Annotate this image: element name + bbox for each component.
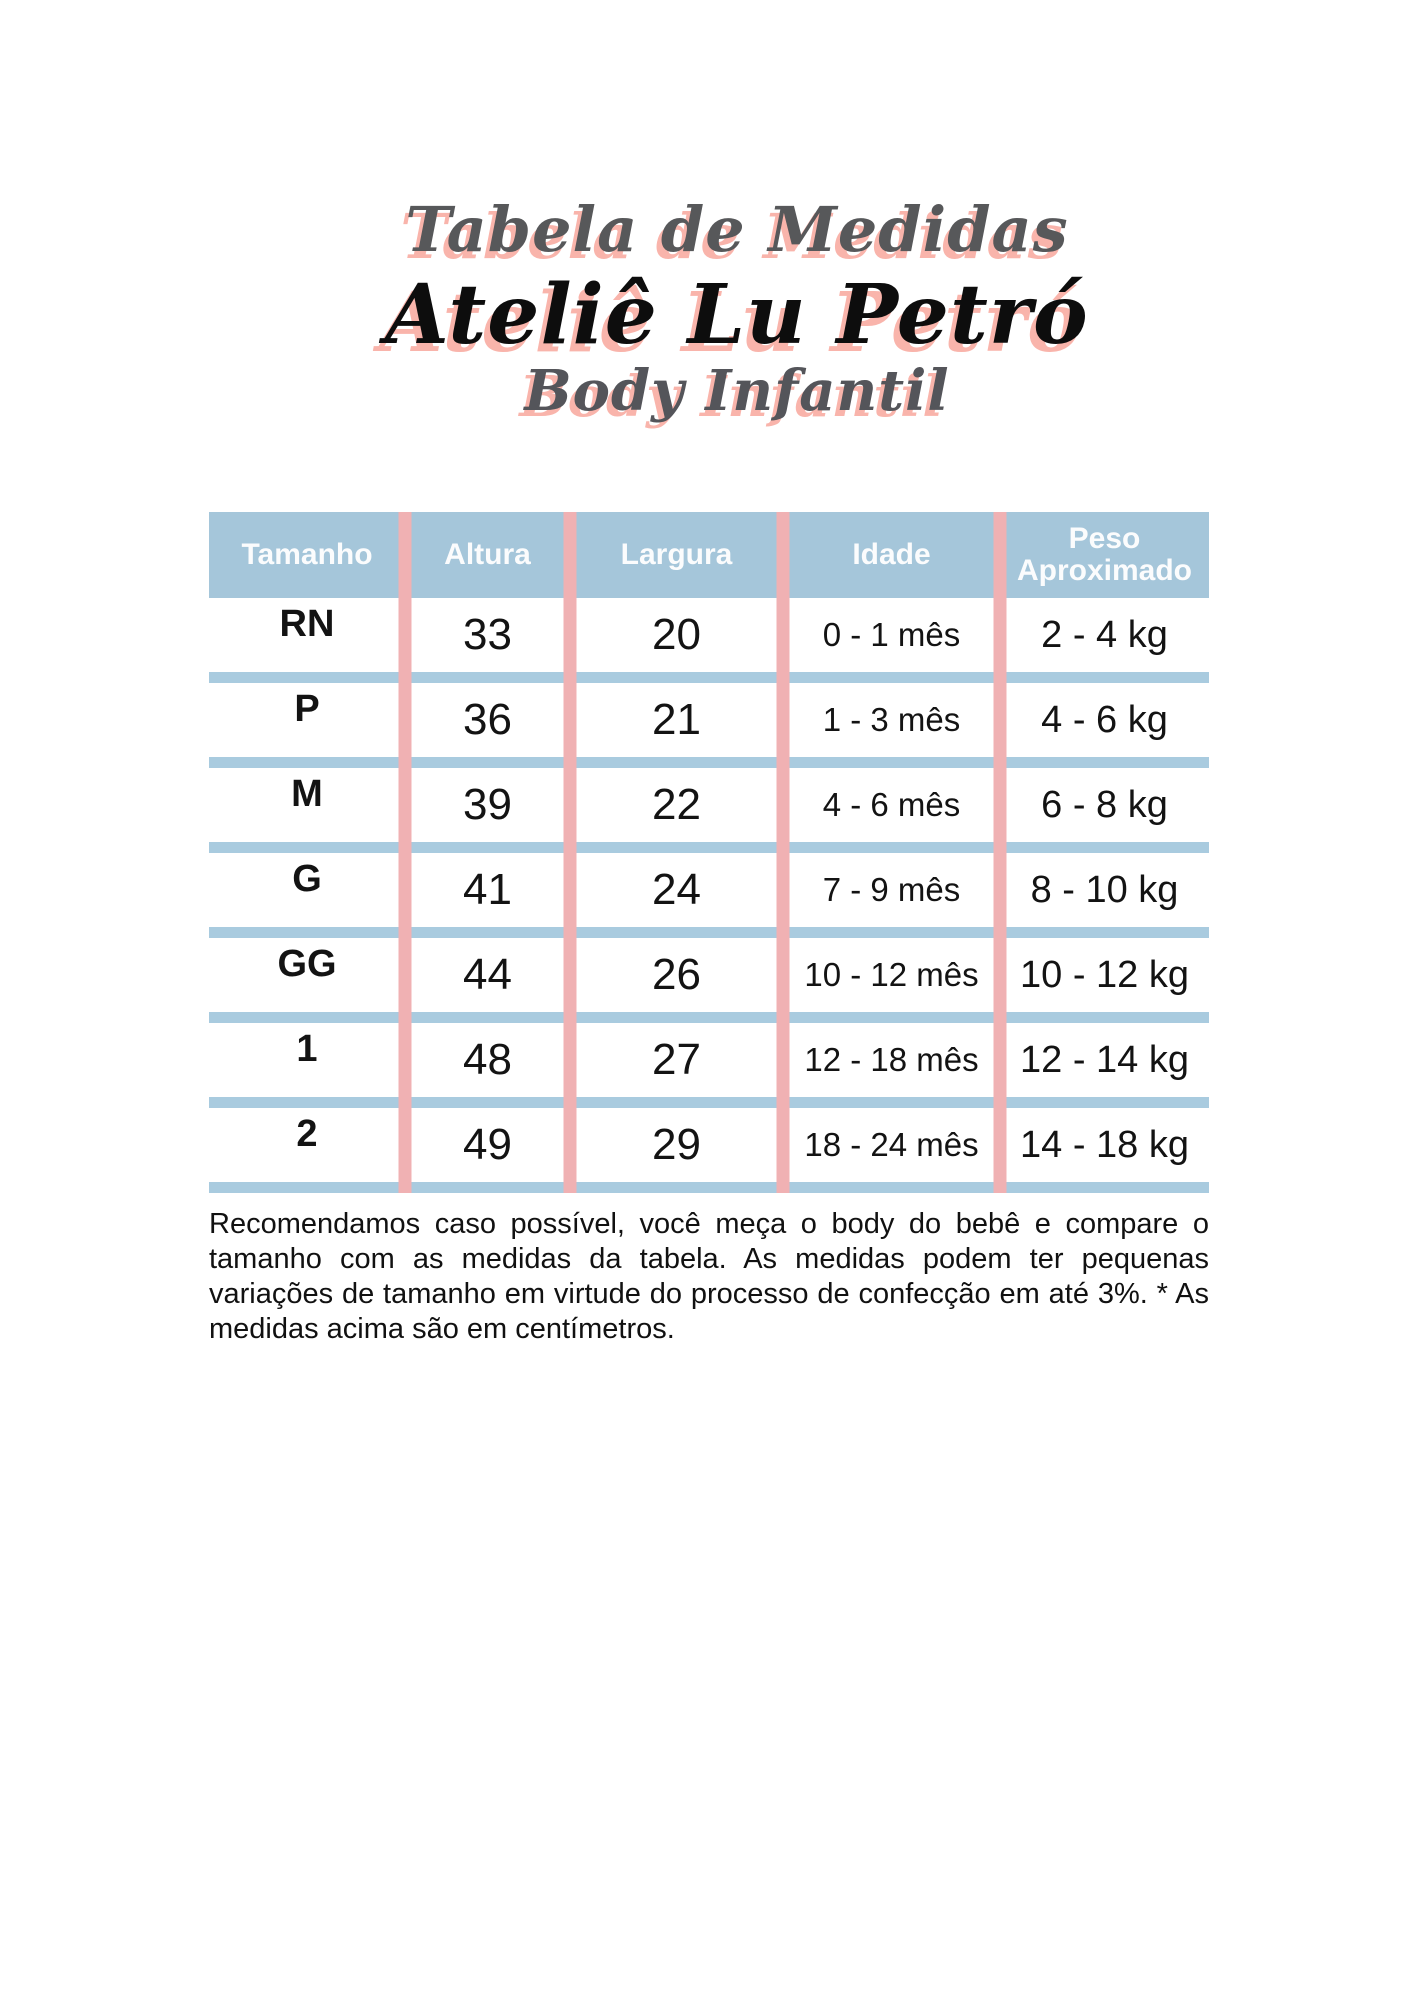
header-peso-aproximado: Peso Aproximado [1016, 521, 1193, 587]
product-subtitle: Body Infantil [524, 358, 950, 425]
cell-largura: 24 [652, 865, 701, 914]
cell-size: M [291, 773, 323, 815]
table-row [209, 938, 1209, 1012]
table-row [209, 683, 1209, 757]
cell-idade: 0 - 1 mês [822, 616, 961, 653]
row-divider [209, 842, 1209, 853]
header-tamanho: Tamanho [241, 537, 373, 571]
measurement-note: Recomendamos caso possível, você meça o body do bebê e compare o tamanho com as medidas da tabela. As medidas podem ter pequenas variações de tamanho em virtude do processo de confecção em até 3%. * As medidas acima são em centímetros. [209, 1208, 1209, 1345]
table-row [209, 1023, 1209, 1097]
row-divider [209, 1012, 1209, 1023]
cell-peso: 8 - 10 kg [1030, 868, 1179, 911]
cell-idade: 18 - 24 mês [804, 1126, 979, 1163]
cell-peso: 6 - 8 kg [1041, 783, 1168, 826]
table-header-row [209, 512, 1209, 598]
cell-peso: 4 - 6 kg [1041, 698, 1168, 741]
title-block [237, 193, 1237, 425]
cell-idade: 1 - 3 mês [822, 701, 961, 738]
header-altura: Altura [444, 537, 531, 571]
row-divider [209, 757, 1209, 768]
row-divider [209, 1097, 1209, 1108]
table-row [209, 1108, 1209, 1182]
table-row [209, 768, 1209, 842]
size-chart-table [209, 512, 1209, 1193]
row-divider [209, 672, 1209, 683]
cell-altura: 36 [463, 695, 512, 744]
row-divider [209, 927, 1209, 938]
header-largura: Largura [620, 537, 733, 571]
cell-largura: 27 [652, 1035, 701, 1084]
column-separator [564, 512, 577, 1193]
cell-size: 1 [296, 1028, 318, 1070]
cell-peso: 14 - 18 kg [1020, 1123, 1189, 1166]
page-title: Tabela de Medidas [405, 193, 1069, 266]
cell-altura: 48 [463, 1035, 512, 1084]
cell-altura: 41 [463, 865, 512, 914]
cell-largura: 20 [652, 610, 701, 659]
table-row [209, 853, 1209, 927]
cell-largura: 22 [652, 780, 701, 829]
table-row [209, 598, 1209, 672]
cell-idade: 4 - 6 mês [822, 786, 961, 823]
table-bottom-bar [209, 1182, 1209, 1193]
cell-idade: 12 - 18 mês [804, 1041, 979, 1078]
cell-size: 2 [296, 1113, 318, 1155]
cell-peso: 2 - 4 kg [1041, 613, 1168, 656]
cell-size: P [294, 688, 320, 730]
cell-size: G [292, 858, 322, 900]
cell-peso: 10 - 12 kg [1020, 953, 1189, 996]
cell-size: GG [277, 943, 337, 985]
column-separator [777, 512, 790, 1193]
column-separator [994, 512, 1007, 1193]
header-idade: Idade [852, 537, 931, 571]
column-separator [399, 512, 412, 1193]
cell-peso: 12 - 14 kg [1020, 1038, 1189, 1081]
cell-largura: 26 [652, 950, 701, 999]
cell-idade: 10 - 12 mês [804, 956, 979, 993]
cell-idade: 7 - 9 mês [822, 871, 961, 908]
cell-altura: 49 [463, 1120, 512, 1169]
cell-altura: 39 [463, 780, 512, 829]
cell-largura: 21 [652, 695, 701, 744]
cell-altura: 44 [463, 950, 512, 999]
cell-altura: 33 [463, 610, 512, 659]
brand-title: Ateliê Lu Petró [385, 267, 1089, 364]
cell-size: RN [279, 603, 335, 645]
cell-largura: 29 [652, 1120, 701, 1169]
